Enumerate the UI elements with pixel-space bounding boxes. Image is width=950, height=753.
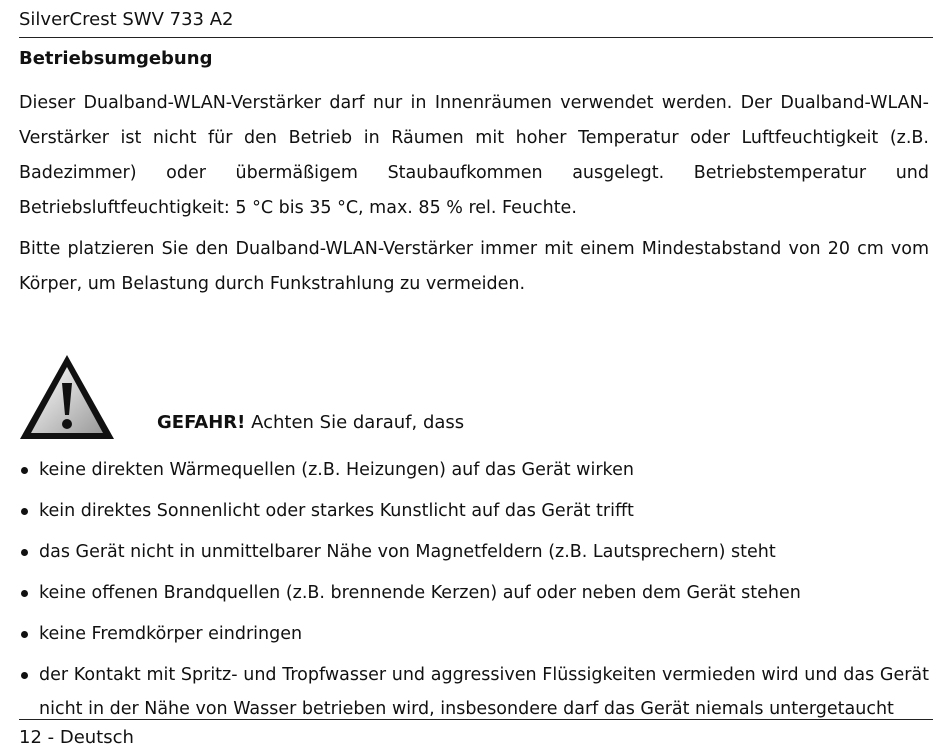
list-item: keine offenen Brandquellen (z.B. brennende Kerzen) auf oder neben dem Gerät stehen: [0, 576, 929, 610]
warning-bullet-list: [0, 453, 950, 733]
page-header: SilverCrest SWV 733 A2: [19, 9, 234, 30]
bullet-icon: [21, 672, 28, 679]
paragraph-distance-notice: Bitte platzieren Sie den Dualband-WLAN-Verstärker immer mit einem Mindestabstand von 20 cm vom Körper, um Belastung durch Funkstrahlung zu vermeiden.: [19, 239, 929, 294]
header-rule: [19, 37, 933, 38]
list-item: kein direktes Sonnenlicht oder starkes Kunstlicht auf das Gerät trifft: [0, 494, 929, 528]
bullet-icon: [21, 508, 28, 515]
bullet-icon: [21, 549, 28, 556]
list-item: der Kontakt mit Spritz- und Tropfwasser und aggressiven Flüssigkeiten vermieden wird und das Gerät nicht in der Nähe von Wasser betrieben wird, insbesondere darf das Gerät niemals untergetaucht: [0, 658, 929, 726]
warning-line: [157, 412, 464, 433]
paragraph-operating-environment: Dieser Dualband-WLAN-Verstärker darf nur in Innenräumen verwendet werden. Der Dualband-WLAN-Verstärker ist nicht für den Betrieb in Räumen mit hoher Temperatur oder Luftfeuchtigkeit (z.B. Badezimmer) oder übermäßigem Staubaufkommen ausgelegt. Betriebstemperatur und Betriebsluftfeuchtigkeit: 5 °C bis 35 °C, max. 85 % rel. Feuchte.: [19, 93, 929, 218]
footer-rule: [19, 719, 933, 720]
bullet-icon: [21, 631, 28, 638]
page-footer: 12 - Deutsch: [19, 727, 134, 748]
list-item: das Gerät nicht in unmittelbarer Nähe von Magnetfeldern (z.B. Lautsprechern) steht: [0, 535, 929, 569]
list-item: keine direkten Wärmequellen (z.B. Heizungen) auf das Gerät wirken: [0, 453, 929, 487]
bullet-icon: [21, 590, 28, 597]
warning-label: GEFAHR!: [157, 412, 246, 433]
bullet-icon: [21, 467, 28, 474]
warning-text: Achten Sie darauf, dass: [245, 412, 465, 433]
section-title: Betriebsumgebung: [19, 48, 213, 69]
list-item: keine Fremdkörper eindringen: [0, 617, 929, 651]
warning-triangle-icon: [18, 353, 116, 441]
